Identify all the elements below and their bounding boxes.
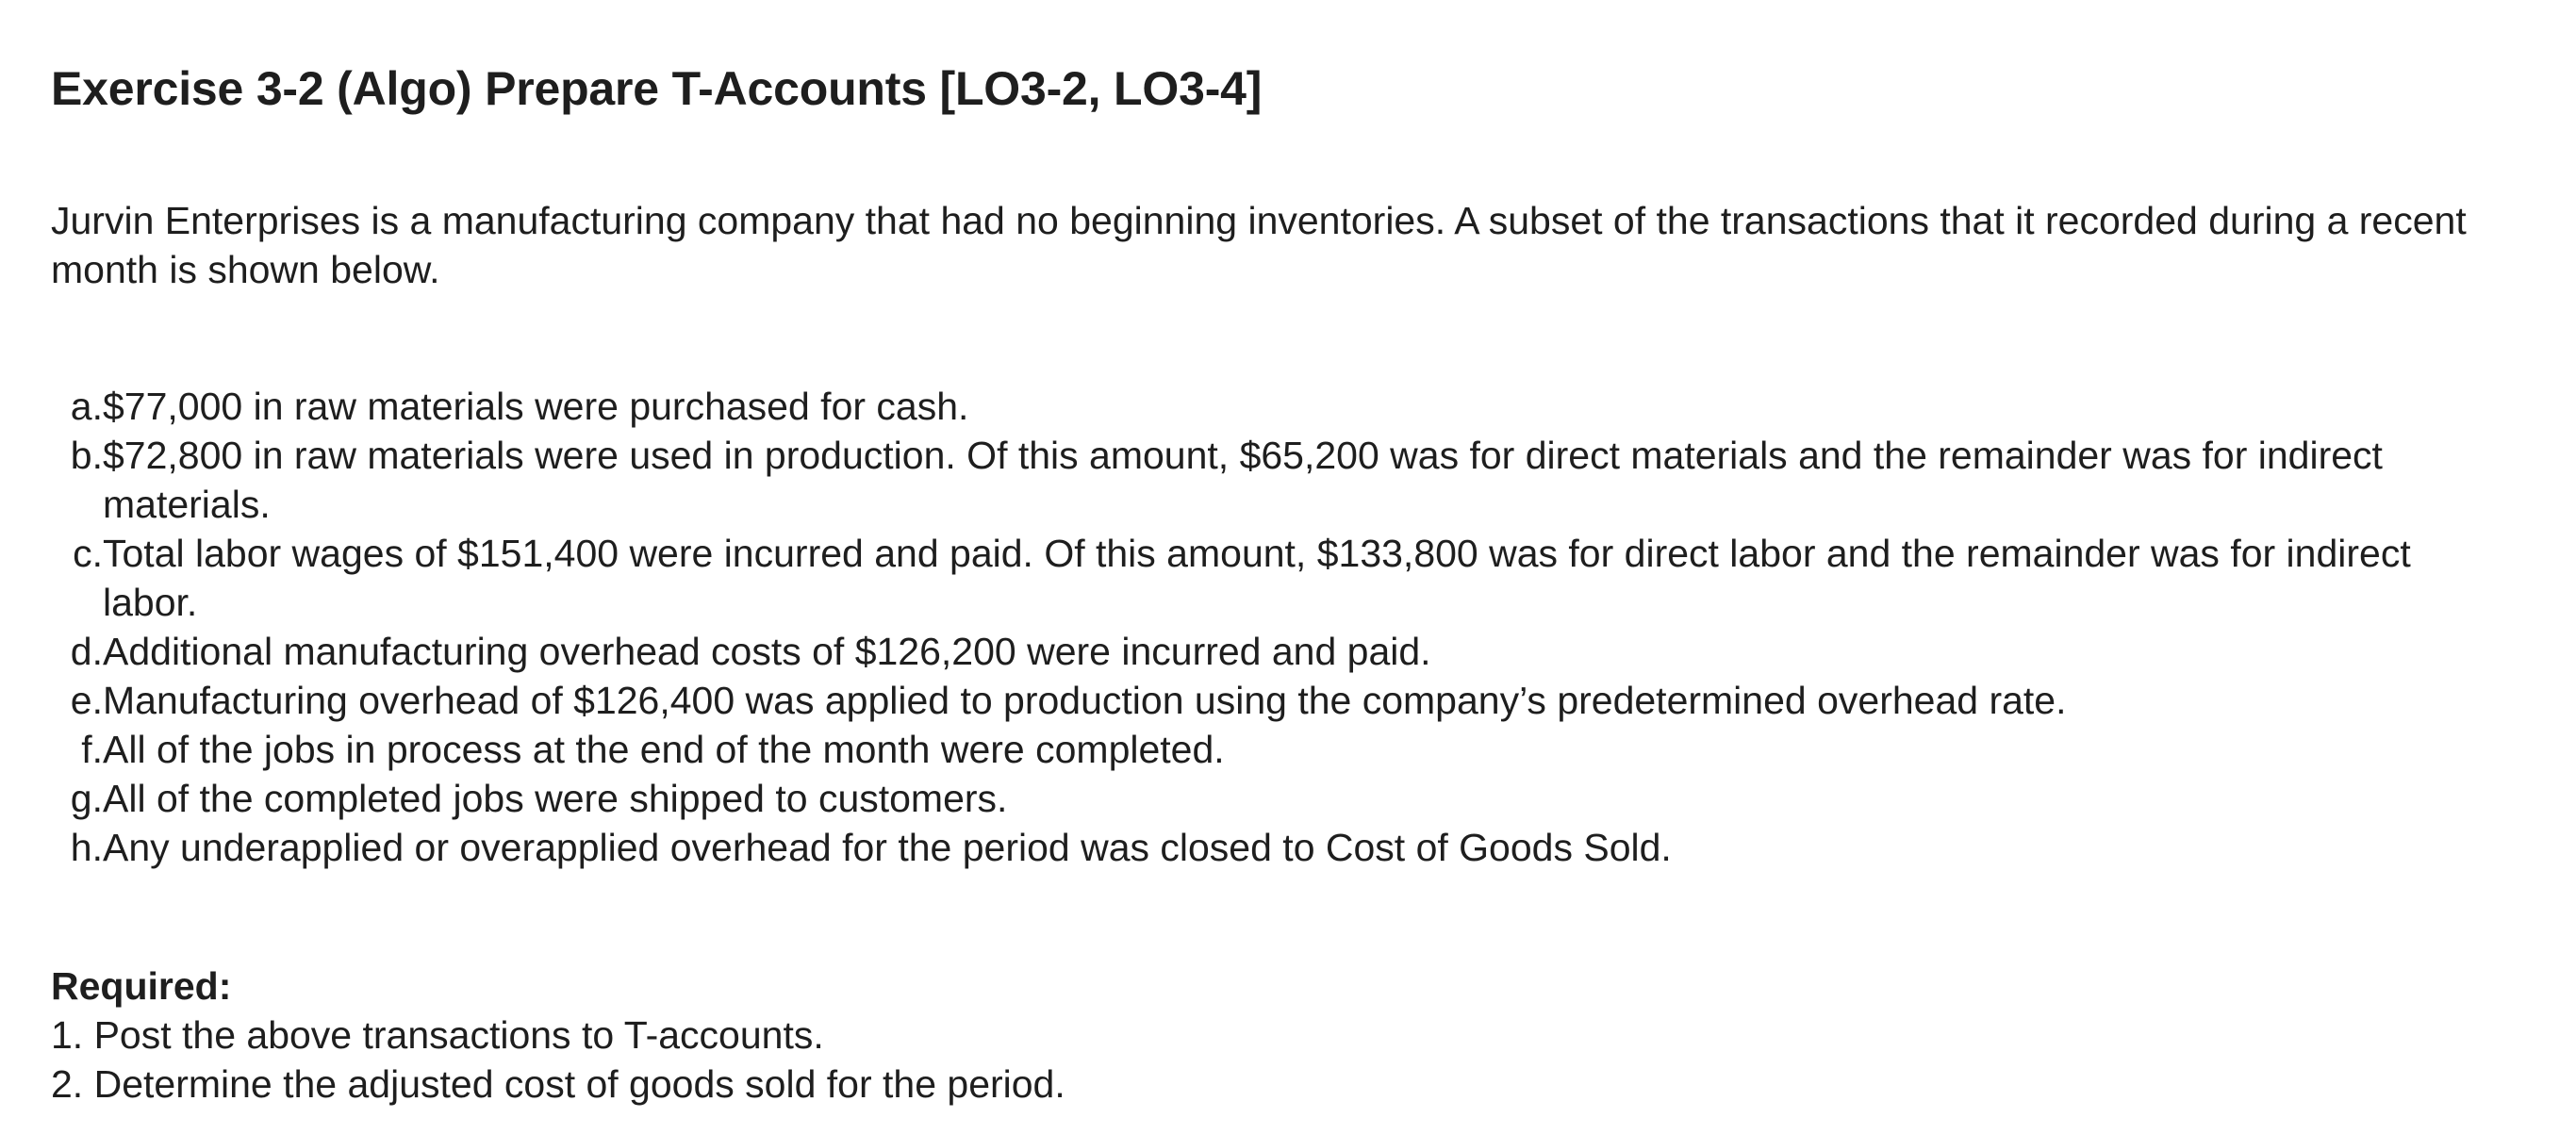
- required-item-1: 1. Post the above transactions to T-accounts.: [51, 1013, 824, 1057]
- transaction-text: Manufacturing overhead of $126,400 was applied to production using the company’s predetermined overhead rate.: [103, 679, 2067, 722]
- transaction-text: Additional manufacturing overhead costs of $126,200 were incurred and paid.: [103, 630, 1431, 673]
- transaction-item-e: [51, 676, 2502, 725]
- transaction-item-c: [51, 529, 2502, 627]
- transaction-text: All of the jobs in process at the end of the month were completed.: [103, 728, 1225, 771]
- transaction-text: All of the completed jobs were shipped to customers.: [103, 777, 1008, 820]
- required-heading: Required:: [51, 964, 232, 1008]
- exercise-title: Exercise 3-2 (Algo) Prepare T-Accounts [LO3-2, LO3-4]: [51, 62, 1263, 115]
- transaction-item-d: [51, 627, 2502, 676]
- transaction-marker: a.: [70, 385, 103, 428]
- transaction-item-h: [51, 823, 2502, 872]
- transaction-text: Total labor wages of $151,400 were incurred and paid. Of this amount, $133,800 was for direct labor and the remainder was for indirect labor.: [103, 532, 2411, 624]
- transaction-list: [51, 382, 2502, 872]
- exercise-intro: Jurvin Enterprises is a manufacturing company that had no beginning inventories. A subset of the transactions that it recorded during a recent month is shown below.: [51, 199, 2467, 291]
- transaction-item-a: [51, 382, 2502, 431]
- transaction-marker: f.: [81, 728, 103, 771]
- transaction-item-b: [51, 431, 2502, 529]
- transaction-marker: d.: [70, 630, 103, 673]
- transaction-marker: e.: [70, 679, 103, 722]
- transaction-text: $72,800 in raw materials were used in production. Of this amount, $65,200 was for direct materials and the remainder was for indirect materials.: [103, 434, 2383, 526]
- transaction-marker: g.: [70, 777, 103, 820]
- transaction-marker: b.: [70, 434, 103, 477]
- required-item-2: 2. Determine the adjusted cost of goods sold for the period.: [51, 1062, 1065, 1106]
- transaction-marker: c.: [73, 532, 103, 575]
- transaction-item-g: [51, 774, 2502, 823]
- transaction-text: Any underapplied or overapplied overhead for the period was closed to Cost of Goods Sold.: [103, 826, 1672, 869]
- transaction-text: $77,000 in raw materials were purchased for cash.: [103, 385, 969, 428]
- transaction-item-f: [51, 725, 2502, 774]
- transaction-marker: h.: [70, 826, 103, 869]
- required-section: [51, 961, 2502, 1109]
